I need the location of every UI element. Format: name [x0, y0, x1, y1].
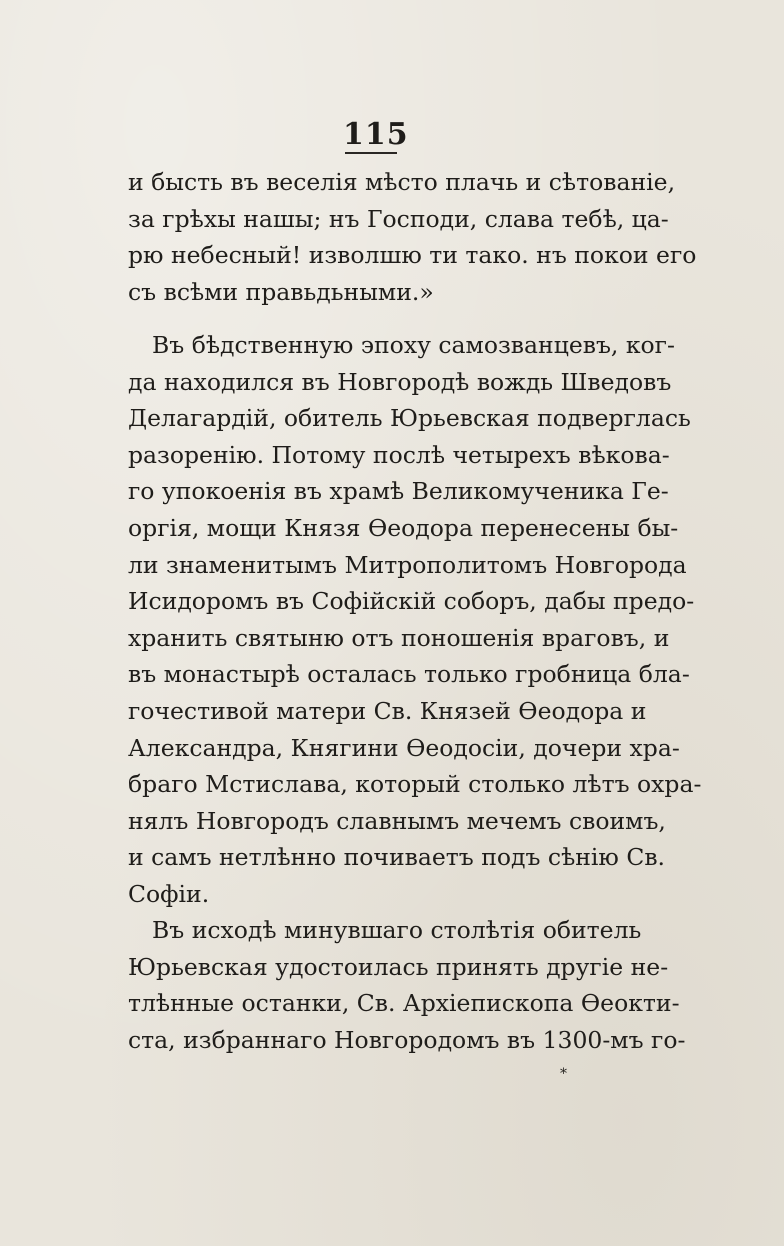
text-line: да находился въ Новгородѣ вождь Шведовъ [128, 367, 672, 396]
page-number-rule [345, 152, 397, 154]
text-line: хранить святыню отъ поношенія враговъ, и [128, 623, 670, 652]
paragraph-3 [128, 912, 686, 1058]
text-line: ли знаменитымъ Митрополитомъ Новгорода [128, 550, 687, 579]
text-line: за грѣхы нашы; нъ Господи, слава тебѣ, ца- [128, 204, 669, 233]
text-line: рю небесный! изволшю ти тако. нъ покои его [128, 241, 697, 270]
text-line: Въ бѣдственную эпоху самозванцевъ, ког- [152, 331, 675, 359]
text-line: тлѣнные останки, Св. Архіепископа Ѳеокти- [128, 989, 680, 1018]
paragraph-1 [128, 164, 697, 310]
text-line: и бысть въ веселія мѣсто плачь и сѣтованіе, [128, 168, 676, 196]
signature-mark: * [560, 1066, 567, 1082]
text-line: Исидоромъ въ Софійскій соборъ, дабы предо- [128, 587, 695, 616]
text-line: въ монастырѣ осталась только гробница бла- [128, 660, 690, 689]
text-line: Делагардій, обитель Юрьевская подверглась [128, 404, 691, 433]
text-line: разоренію. Потому послѣ четырехъ вѣкова- [128, 440, 670, 469]
text-line: гочестивой матери Св. Князей Ѳеодора и [128, 696, 647, 725]
page-number: 115 [343, 117, 409, 152]
paragraph-2 [128, 327, 702, 913]
text-line: Юрьевская удостоилась принять другіе не- [128, 952, 669, 981]
text-line: нялъ Новгородъ славнымъ мечемъ своимъ, [128, 806, 666, 835]
text-line: браго Мстислава, который столько лѣтъ охра- [128, 770, 702, 799]
text-line: го упокоенія въ храмѣ Великомученика Ге- [128, 477, 669, 506]
text-line: оргія, мощи Князя Ѳеодора перенесены бы- [128, 513, 679, 542]
text-line: Александра, Княгини Ѳеодосіи, дочери хра- [128, 733, 680, 762]
text-line: Софіи. [128, 879, 210, 908]
text-line: ста, избраннаго Новгородомъ въ 1300-мъ го- [128, 1025, 686, 1054]
text-line: съ всѣми правьдьными.» [128, 277, 434, 306]
text-line: Въ исходѣ минувшаго столѣтія обитель [152, 916, 642, 944]
text-line: и самъ нетлѣнно почиваетъ подъ сѣнію Св. [128, 843, 666, 872]
